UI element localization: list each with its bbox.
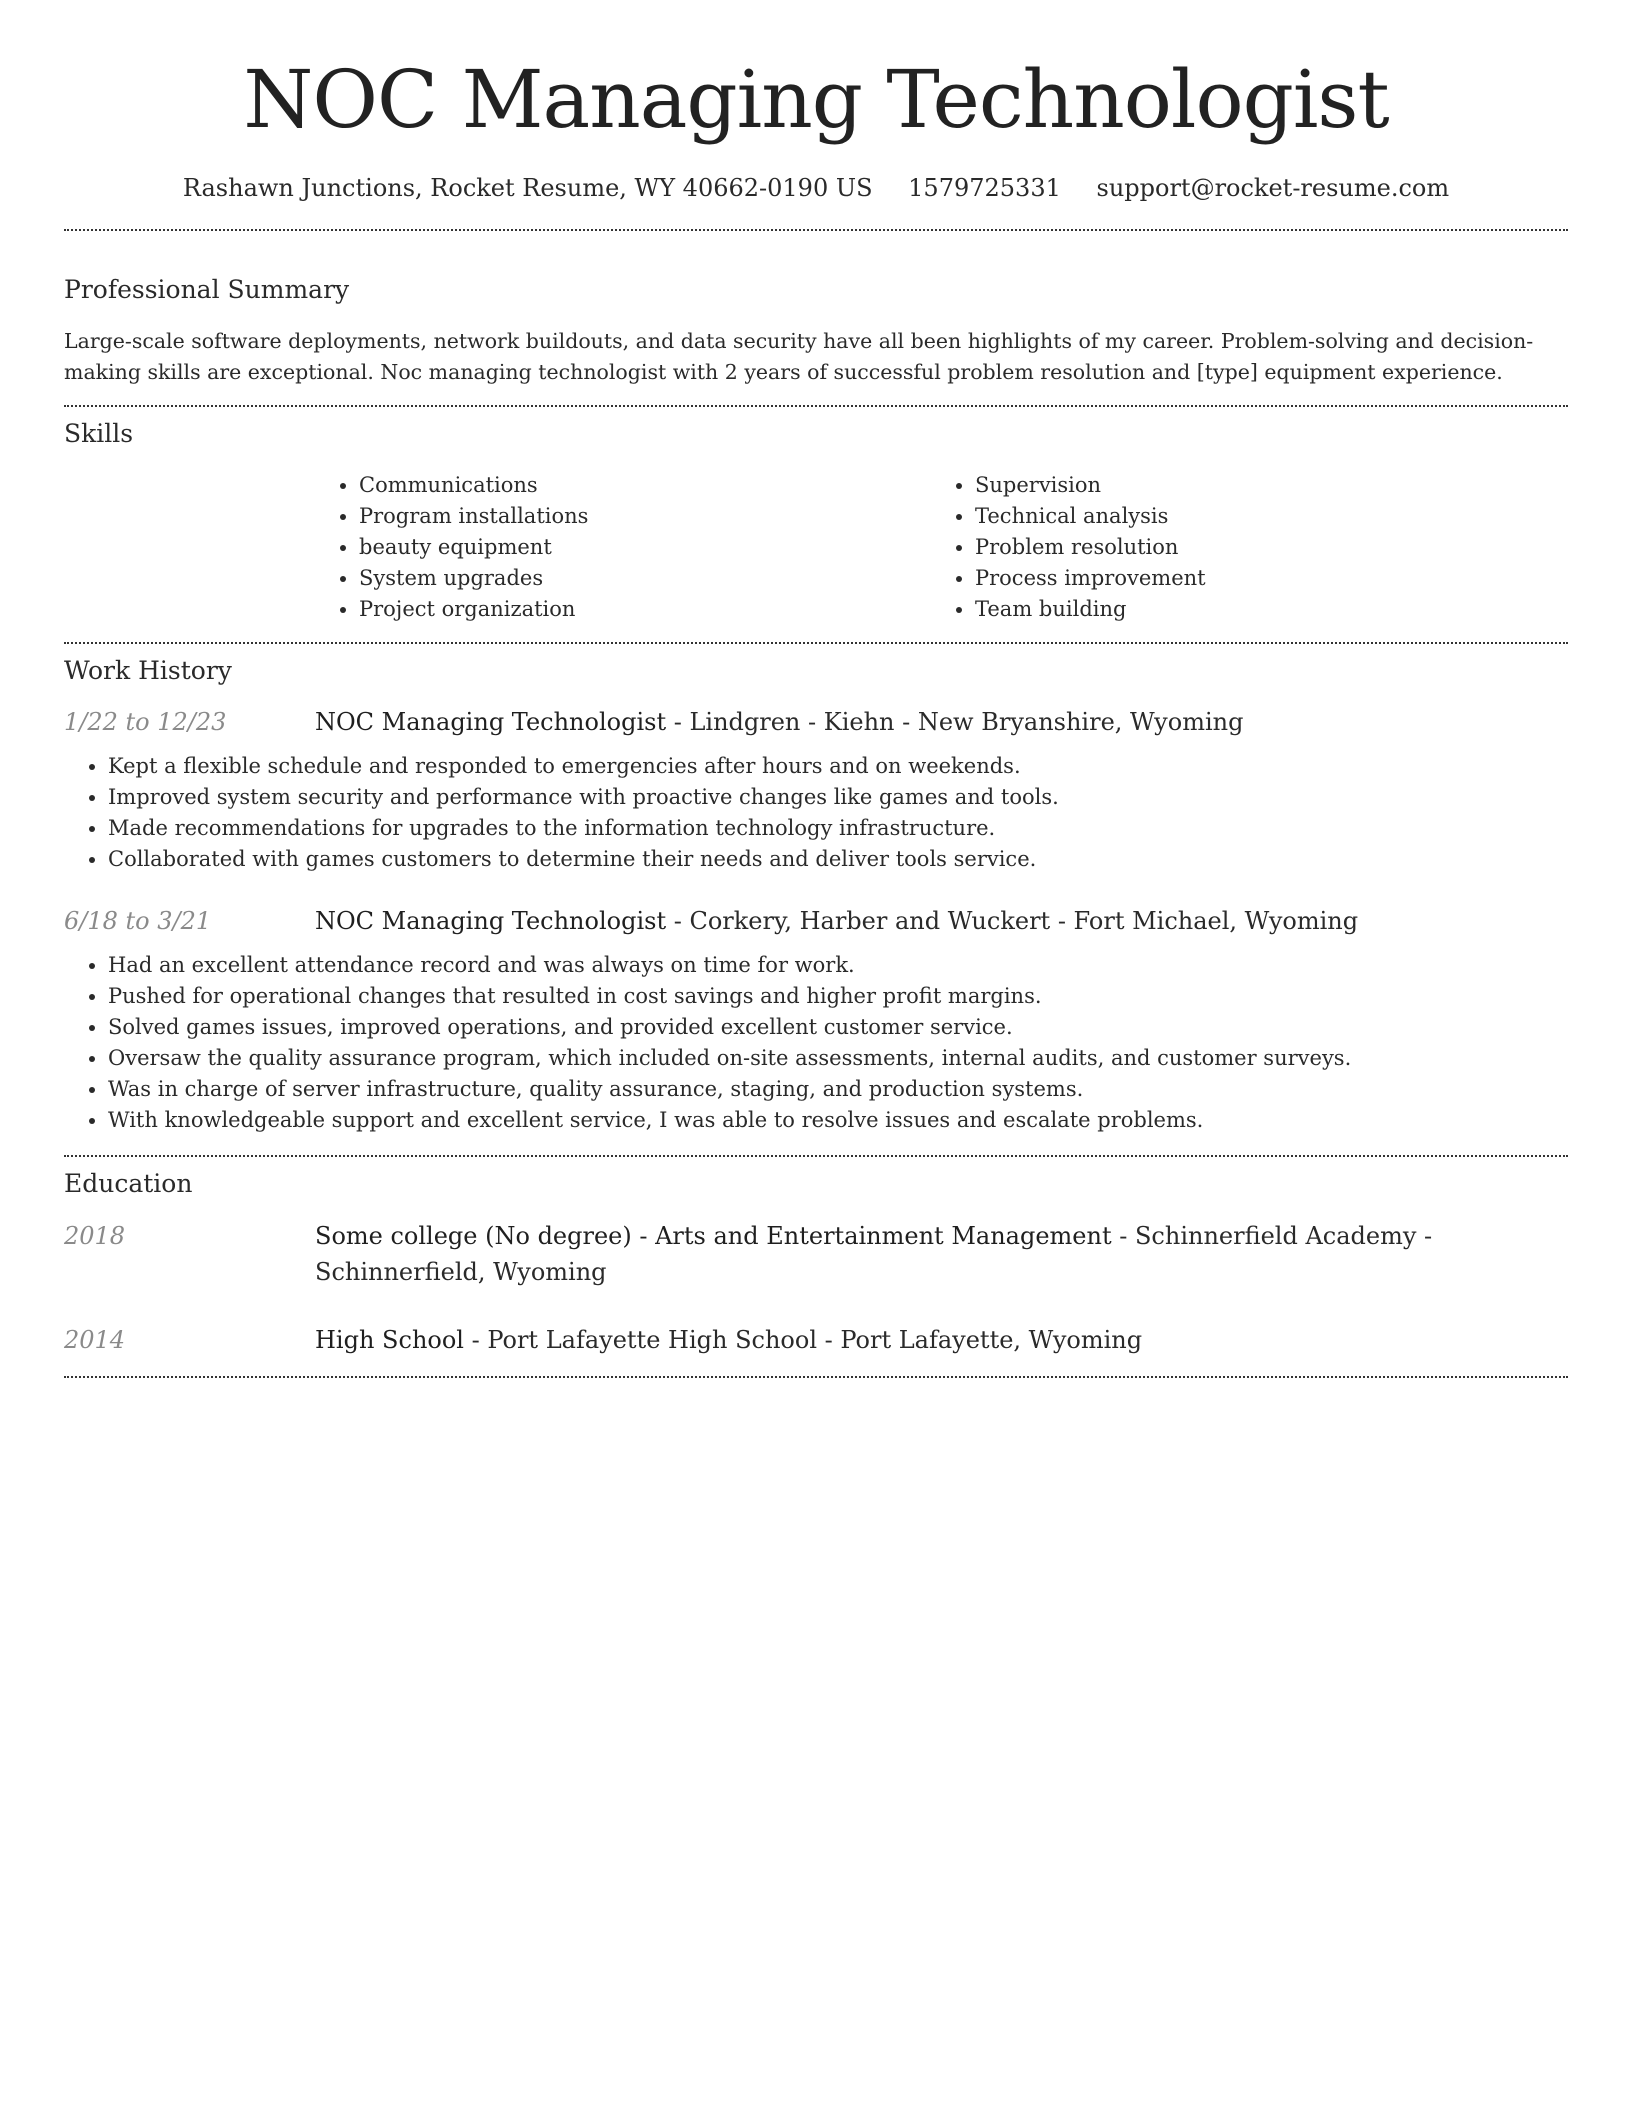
education-heading: Education [64,1169,193,1198]
job-dates: 1/22 to 12/23 [64,708,227,736]
skill-item: • System upgrades [359,563,931,594]
education-entry [64,1218,1568,1290]
job-employer: - Corkery, Harber and Wuckert - Fort Michael, Wyoming [666,907,1359,935]
skill-item: • Problem resolution [975,532,1547,563]
contact-line [64,172,1568,204]
divider [64,1376,1568,1378]
job-role: NOC Managing Technologist [315,708,667,736]
divider [64,229,1568,231]
job-entry [64,903,1568,939]
skills-column-right [931,470,1547,625]
skill-item: • Technical analysis [975,501,1547,532]
job-bullet: • Pushed for operational changes that resulted in cost savings and higher profit margins. [108,981,1568,1012]
education-entry [64,1322,1568,1358]
job-bullets [64,751,1568,875]
job-bullet: • Oversaw the quality assurance program, which included on-site assessments, internal audits, and customer surveys. [108,1043,1568,1074]
education-line [315,1322,1142,1358]
job-bullet: • Improved system security and performance with proactive changes like games and tools. [108,782,1568,813]
contact-phone: 1579725331 [908,174,1061,202]
skill-item: • beauty equipment [359,532,931,563]
skill-item: • Communications [359,470,931,501]
job-entry [64,704,1568,740]
job-bullet: • Had an excellent attendance record and was always on time for work. [108,950,1568,981]
job-role: NOC Managing Technologist [315,907,667,935]
skills-list [315,470,1568,625]
education-degree: Some college (No degree) - Arts and Entertainment Management [315,1222,1112,1250]
candidate-name: NOC Managing Technologist [243,53,1389,146]
education-line [315,1218,1568,1290]
summary-heading: Professional Summary [64,275,350,304]
education-school: - Schinnerfield Academy - Schinnerfield, Wyoming [315,1222,1433,1286]
skill-item: • Supervision [975,470,1547,501]
job-bullets [64,950,1568,1136]
contact-email: support@rocket-resume.com [1096,174,1450,202]
education-year: 2014 [64,1326,126,1354]
skill-item: • Team building [975,594,1547,625]
skills-heading: Skills [64,419,134,448]
job-bullet: • With knowledgeable support and excellent service, I was able to resolve issues and escalate problems. [108,1105,1568,1136]
divider [64,405,1568,407]
job-employer: - Lindgren - Kiehn - New Bryanshire, Wyoming [666,708,1244,736]
divider [64,1155,1568,1157]
education-school: - Port Lafayette High School - Port Lafayette, Wyoming [463,1326,1143,1354]
job-title-line [315,903,1358,939]
education-degree: High School [315,1326,464,1354]
job-dates: 6/18 to 3/21 [64,907,212,935]
work-heading: Work History [64,656,232,685]
job-bullet: • Kept a flexible schedule and responded to emergencies after hours and on weekends. [108,751,1568,782]
skill-item: • Project organization [359,594,931,625]
job-bullet: • Solved games issues, improved operations, and provided excellent customer service. [108,1012,1568,1043]
job-bullet: • Collaborated with games customers to determine their needs and deliver tools service. [108,844,1568,875]
education-year: 2018 [64,1222,126,1250]
skill-item: • Process improvement [975,563,1547,594]
contact-address: Rashawn Junctions, Rocket Resume, WY 40662-0190 US [182,174,873,202]
skills-column-left [315,470,931,625]
divider [64,642,1568,644]
job-title-line [315,704,1243,740]
job-bullet: • Made recommendations for upgrades to the information technology infrastructure. [108,813,1568,844]
summary-text: Large-scale software deployments, network buildouts, and data security have all been highlights of my career. Problem-solving and decision-making skills are exceptional. Noc managing technologist with 2 years of successful problem resolution and [type] equipment experience. [64,329,1534,384]
job-bullet: • Was in charge of server infrastructure, quality assurance, staging, and production systems. [108,1074,1568,1105]
skill-item: • Program installations [359,501,931,532]
